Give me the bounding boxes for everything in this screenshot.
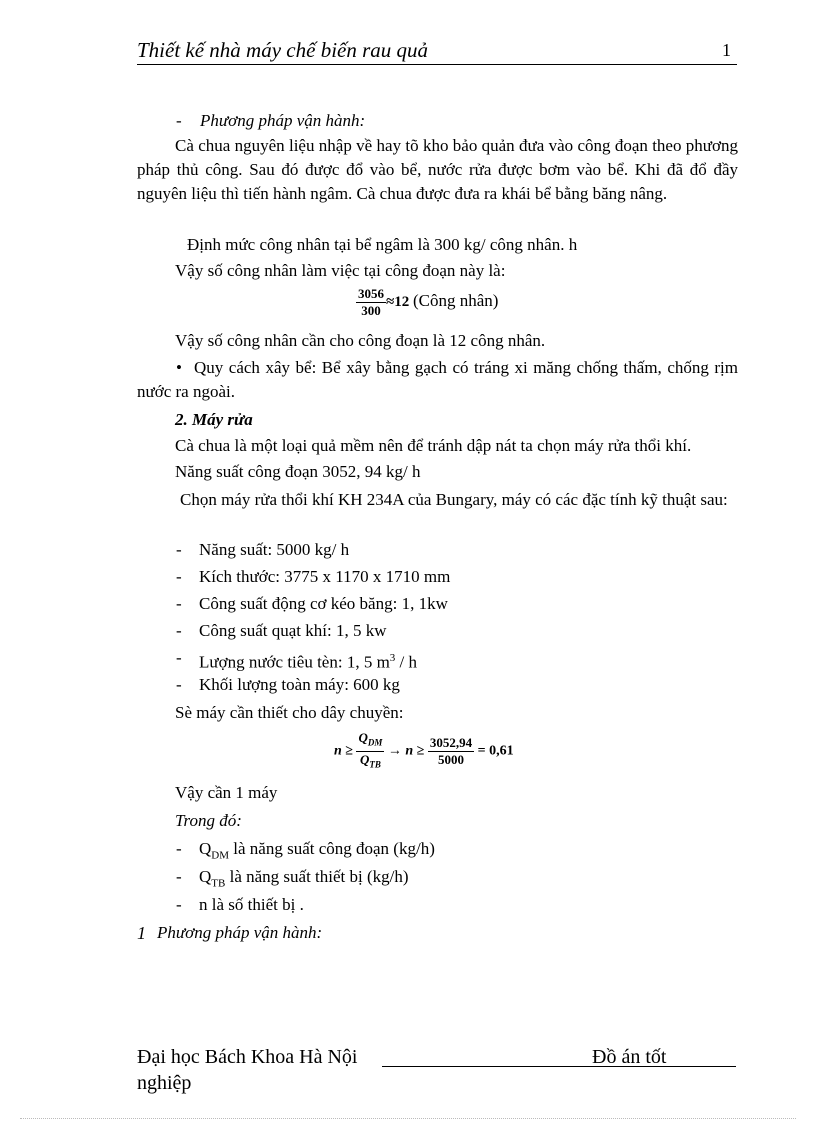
where-label: Trong đó: [175, 811, 242, 830]
dash-marker: - [176, 895, 182, 914]
count-intro: Sè máy cần thiết cho dây chuyền: [175, 703, 404, 722]
page-number: 1 [722, 40, 731, 60]
next-number: 1 [137, 923, 146, 943]
tank-spec: Quy cách xây bể: Bể xây bằng gạch có tráng xi măng chống thấm, chống rịm nước ra ngoài. [137, 358, 738, 401]
dash-marker: - [176, 621, 182, 640]
water-text: Lượng nước tiêu tèn: 1, 5 m [199, 652, 390, 672]
footer-doc-type-cont: nghiệp [137, 1072, 192, 1094]
formula-result: = 0,61 [477, 743, 514, 759]
next-heading: Phương pháp vận hành: [157, 923, 323, 942]
dash-marker: - [176, 675, 182, 694]
dash-marker: - [176, 867, 182, 886]
bullet-marker: • [176, 358, 182, 377]
workers-intro: Vậy số công nhân làm việc tại công đoạn này là: [175, 261, 506, 280]
spec-item: Kích thước: 3775 x 1170 x 1710 mm [199, 567, 451, 586]
q-fraction [356, 730, 384, 772]
dash-marker: - [176, 594, 182, 613]
fraction-denominator: 300 [361, 303, 381, 318]
spec-item: Khối lượng toàn máy: 600 kg [199, 675, 400, 694]
workers-fraction [356, 286, 386, 319]
footer-doc-type: Đồ án tốt [592, 1046, 667, 1068]
header-title: Thiết kế nhà máy chế biến rau quả [137, 38, 429, 62]
footer-rule [382, 1066, 736, 1067]
fraction-numerator: 3056 [358, 286, 384, 301]
n-ge: n ≥ [334, 743, 353, 759]
q-numerator: $Q_{DM}$ [356, 730, 384, 752]
value-fraction [428, 735, 474, 768]
value-numerator: 3052,94 [429, 734, 473, 750]
operation-paragraph: Cà chua nguyên liệu nhập về hay tõ kho bảo quản đưa vào công đoạn theo phương pháp thủ công. Sau đó được đổ vào bể, nước rửa được bơm vào bể. Khi đã đổ đầy nguyên liệu thì tiến hành ngâm. Cà chua được đưa ra khái bể bằng băng nâng. [137, 136, 738, 203]
capacity-line: Năng suất công đoạn 3052, 94 kg/ h [175, 462, 421, 481]
dash-marker: - [176, 839, 182, 858]
spec-item: Công suất quạt khí: 1, 5 kw [199, 621, 387, 640]
dash-marker: - [176, 567, 182, 586]
machine-intro: Cà chua là một loại quả mềm nên để tránh dập nát ta chọn máy rửa thổi khí. [175, 436, 692, 455]
spec-item-water [199, 647, 417, 674]
value-denominator: 5000 [438, 751, 464, 767]
machine-choice: Chọn máy rửa thổi khí KH 234A của Bungary, máy có các đặc tính kỹ thuật sau: [180, 490, 728, 509]
q-denominator: $Q_{TB}$ [359, 751, 381, 770]
page-header [137, 38, 737, 65]
workers-result: Vậy số công nhân cần cho công đoạn là 12 công nhân. [175, 331, 546, 350]
dash-marker: - [176, 111, 182, 130]
spec-item: Công suất động cơ kéo băng: 1, 1kw [199, 594, 448, 613]
operation-heading: Phương pháp vận hành: [200, 111, 366, 130]
definition-item: $Q_{TB}$ là năng suất thiết bị (kg/h) [199, 867, 409, 890]
arrow-n-ge: → n ≥ [387, 743, 425, 759]
water-sup: 3 [389, 652, 396, 664]
approx-value: ≈12 [386, 293, 410, 310]
workers-formula [356, 286, 498, 319]
dash-marker: - [176, 540, 182, 559]
page-edge-divider [20, 1118, 796, 1119]
unit-label: (Công nhân) [412, 290, 499, 310]
spec-item: Năng suất: 5000 kg/ h [199, 540, 350, 559]
dash-marker: - [176, 648, 182, 667]
water-tail: / h [395, 652, 418, 672]
need-line: Vậy cần 1 máy [175, 783, 278, 802]
footer-university: Đại học Bách Khoa Hà Nội [137, 1046, 358, 1068]
norm-line: Định mức công nhân tại bể ngâm là 300 kg/ công nhân. h [187, 235, 578, 254]
section-title: 2. Máy rửa [175, 410, 253, 429]
machine-formula [334, 730, 514, 772]
definition-item: n là số thiết bị . [199, 895, 304, 914]
definition-item: $Q_{DM}$ là năng suất công đoạn (kg/h) [199, 839, 435, 862]
